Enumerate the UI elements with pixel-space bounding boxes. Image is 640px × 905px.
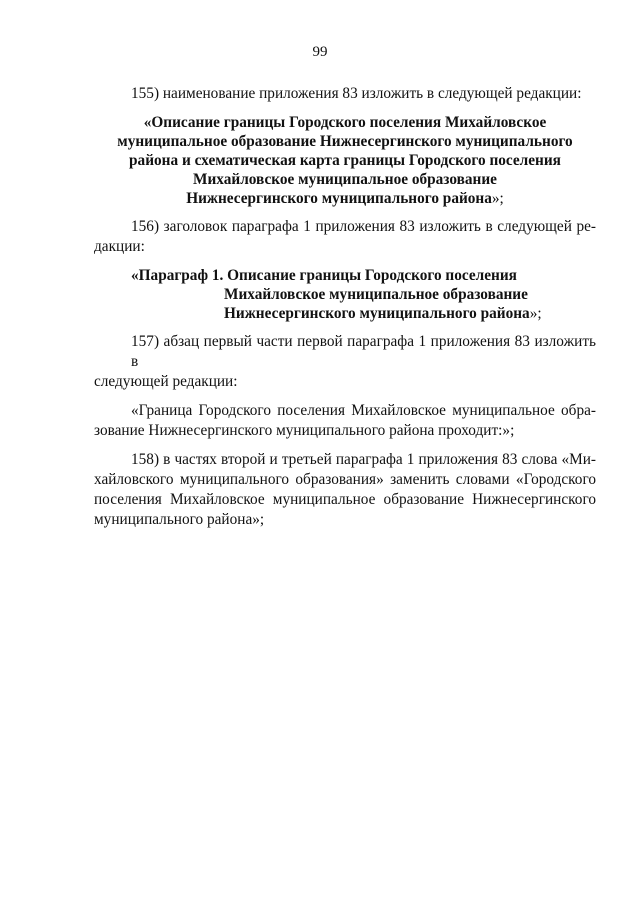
heading-155-line-3: района и схематическая карта границы Городского поселения [129,152,561,169]
heading-155-line-5: Нижнесергинского муниципального района [186,190,492,207]
heading-156-line-2: Михайловское муниципальное образование [224,286,528,303]
item-156 [94,217,596,257]
heading-155-line-2: муниципальное образование Нижнесергинского муниципального [117,133,573,150]
item-158-line-2: хайловского муниципального образования» заменить словами «Городского [94,471,596,488]
item-156-line-1: 156) заголовок параграфа 1 приложения 83 изложить в следующей ре- [131,218,596,235]
heading-155-line-1: «Описание границы Городского поселения Михайловское [143,114,547,131]
item-158-line-4: муниципального района»; [94,511,265,528]
quote-157-line-1: «Граница Городского поселения Михайловское муниципальное обра- [131,402,596,419]
heading-156-closing: »; [529,305,542,322]
item-157 [94,332,596,392]
item-155-text: 155) наименование приложения 83 изложить в следующей редакции: [131,85,582,102]
item-158-line-3: поселения Михайловское муниципальное образование Нижнесергинского [94,491,596,508]
quoted-heading-156 [94,266,596,323]
quote-157 [94,401,596,441]
heading-155-line-5-wrap [94,189,596,208]
heading-156-line-1: «Параграф 1. Описание границы Городского поселения [131,267,517,284]
document-body [94,84,596,539]
item-158-line-1: 158) в частях второй и третьей параграфа 1 приложения 83 слова «Ми- [131,451,596,468]
item-157-line-1: 157) абзац первый части первой параграфа 1 приложения 83 изложить в [131,333,596,370]
quoted-heading-155 [94,113,596,208]
page-number: 99 [312,44,328,60]
heading-155-line-4: Михайловское муниципальное образование [193,171,497,188]
item-157-line-2: следующей редакции: [94,373,238,390]
item-156-line-2: дакции: [94,238,145,255]
item-158 [94,450,596,530]
heading-156-line-3-wrap [131,304,596,323]
heading-155-closing: »; [491,190,504,207]
heading-156-line-3: Нижнесергинского муниципального района [224,305,530,322]
quote-157-line-2: зование Нижнесергинского муниципального района проходит:»; [94,422,515,439]
item-155 [94,84,596,104]
